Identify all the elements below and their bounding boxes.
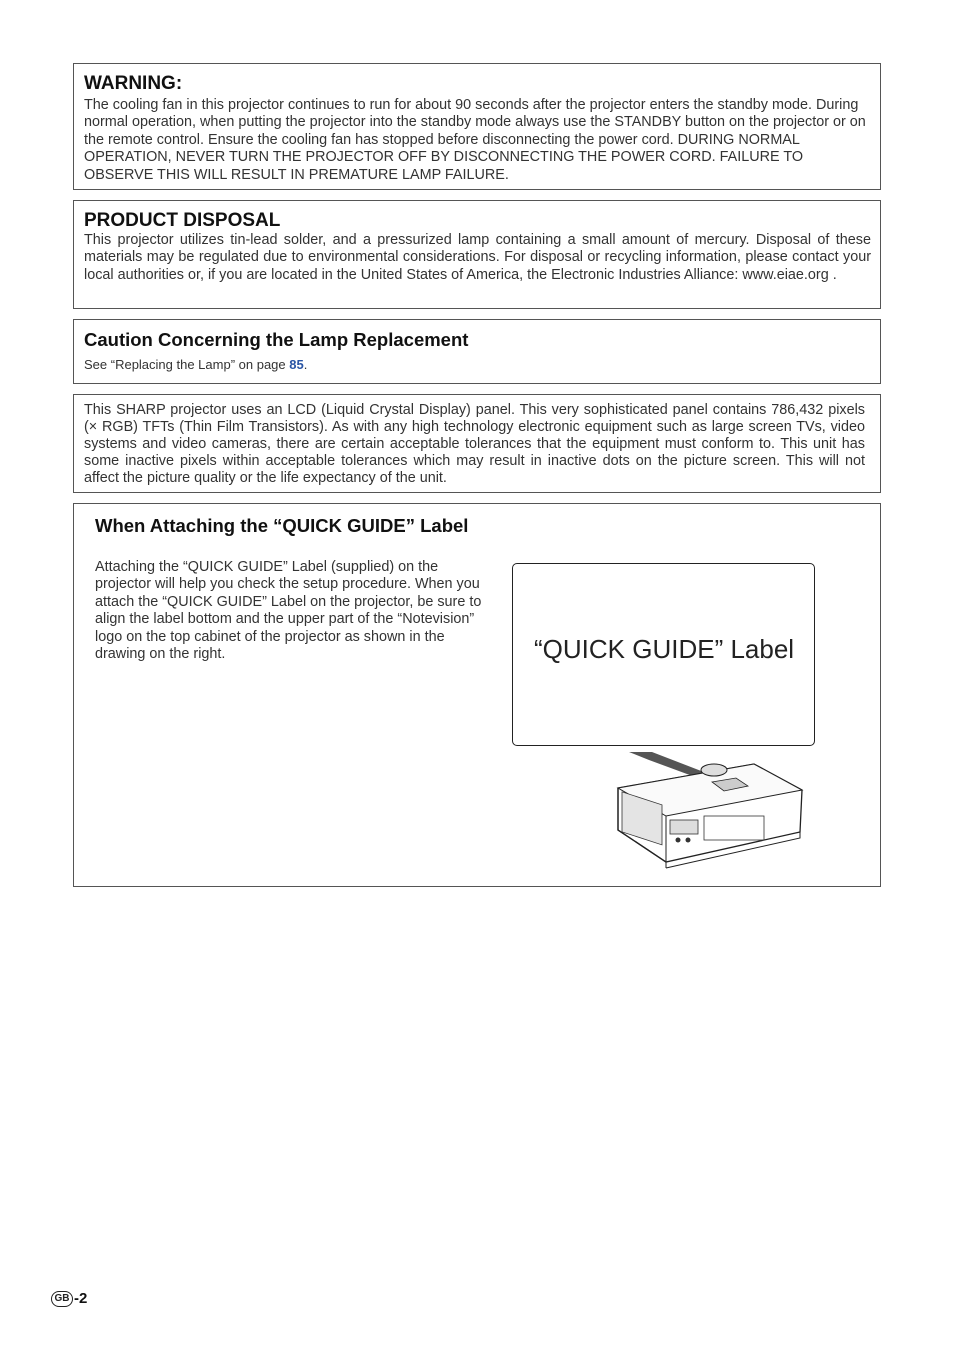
projector-illustration: [604, 750, 814, 878]
lamp-caution-title: Caution Concerning the Lamp Replacement: [84, 329, 469, 350]
lamp-see-text: See “Replacing the Lamp” on page: [84, 357, 290, 372]
region-badge: GB: [51, 1291, 73, 1307]
lcd-notice-text: This SHARP projector uses an LCD (Liquid Crystal Display) panel. This very sophisticated panel contains 786,432 pixels (× RGB) TFTs (Thin Film Transistors). As with any high technology electronic equipment such as large screen TVs, video systems and video cameras, there are certain acceptable tolerances that the equipment must conform to. This unit has some inactive pixels within acceptable tolerances which may result in inactive dots on the picture screen. This will not affect the picture quality or the life expectancy of the unit.: [84, 402, 865, 486]
quick-guide-title: When Attaching the “QUICK GUIDE” Label: [95, 515, 469, 536]
product-disposal-box: [73, 200, 881, 309]
page-footer: [51, 1290, 87, 1307]
warning-text: The cooling fan in this projector continues to run for about 90 seconds after the projector enters the standby mode. During normal operation, when putting the projector into the standby mode always use the STANDBY button on the projector or on the remote control. Ensure the cooling fan has stopped before disconnecting the power cord. DURING NORMAL OPERATION, NEVER TURN THE PROJECTOR OFF BY DISCONNECTING THE POWER CORD. FAILURE TO OBSERVE THIS WILL RESULT IN PREMATURE LAMP FAILURE.: [84, 97, 866, 183]
lamp-see-reference: [84, 357, 307, 372]
warning-title: WARNING:: [84, 73, 183, 94]
lamp-caution-box: [73, 319, 881, 384]
product-disposal-text: This projector utilizes tin-lead solder, and a pressurized lamp containing a small amount of mercury. Disposal of these materials may be regulated due to environmental considerations. For disposal or recycling information, please contact your local authorities or, if you are located in the United States of America, the Electronic Industries Alliance: www.eiae.org .: [84, 232, 871, 283]
quick-guide-label-text: “QUICK GUIDE” Label: [534, 634, 795, 664]
page-number: -2: [74, 1290, 88, 1307]
warning-box: [73, 63, 881, 190]
lcd-notice-box: [73, 394, 881, 493]
lamp-see-period: .: [303, 357, 308, 372]
quick-guide-box: [73, 503, 881, 887]
quick-guide-text: Attaching the “QUICK GUIDE” Label (supplied) on the projector will help you check the setup procedure. When you attach the “QUICK GUIDE” Label on the projector, be sure to align the label bottom and the upper part of the “Notevision” logo on the top cabinet of the projector as shown in the drawing on the right.: [95, 559, 482, 663]
product-disposal-title: PRODUCT DISPOSAL: [84, 210, 281, 231]
page-link[interactable]: 85: [289, 357, 304, 372]
quick-guide-label-illustration: [512, 563, 815, 746]
